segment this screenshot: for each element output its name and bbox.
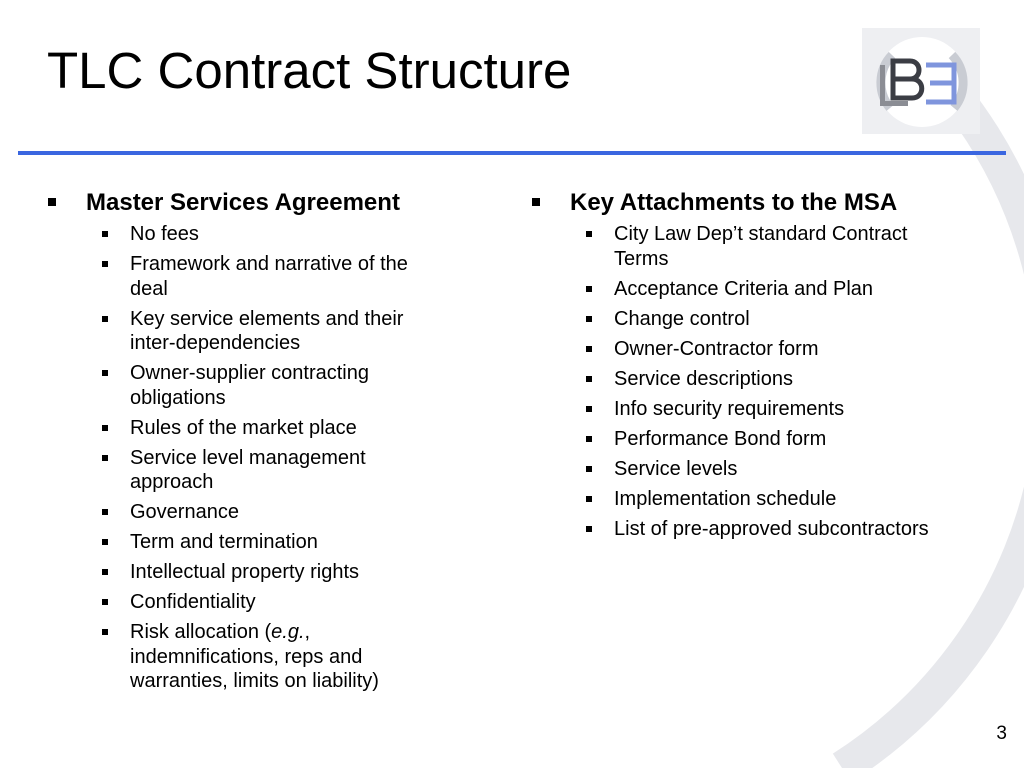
square-bullet-icon [586,436,592,442]
item-text: City Law Dep’t standard Contract Terms [614,223,908,270]
list-item [46,252,450,301]
square-bullet-icon [102,316,108,322]
item-text: Framework and narrative of the deal [130,253,408,300]
list-item [530,427,959,452]
attachment-item-list [530,222,985,541]
square-bullet-icon [586,466,592,472]
square-bullet-icon [102,509,108,515]
item-text: Term and termination [130,531,318,553]
list-item [530,222,959,271]
right-column [530,188,985,547]
msa-item-list [46,222,486,694]
list-item [46,416,450,441]
item-text: Owner-Contractor form [614,337,819,360]
right-column-heading [530,188,985,218]
square-bullet-icon [102,231,108,237]
list-item [530,337,959,362]
list-item [530,457,959,482]
lb3-logo [862,28,980,134]
square-bullet-icon [102,569,108,575]
square-bullet-icon [102,425,108,431]
square-bullet-icon [48,198,56,206]
list-item [46,307,450,356]
square-bullet-icon [102,261,108,267]
item-text: Acceptance Criteria and Plan [614,277,874,300]
page-number: 3 [996,723,1007,744]
square-bullet-icon [586,286,592,292]
title-underline [18,151,1006,155]
square-bullet-icon [586,316,592,322]
item-text: Governance [130,501,239,523]
item-text: Service level management approach [130,446,366,493]
list-item [46,500,450,525]
list-item [46,446,450,495]
item-text: Implementation schedule [614,487,837,510]
list-item [530,367,959,392]
item-text: Owner-supplier contracting obligations [130,362,369,409]
heading-text: Master Services Agreement [86,189,400,216]
square-bullet-icon [586,376,592,382]
item-text: Service descriptions [614,367,793,390]
item-text: Service levels [614,457,738,480]
square-bullet-icon [102,629,108,635]
list-item [46,620,450,694]
list-item [530,307,959,332]
list-item [530,487,959,512]
item-text: Intellectual property rights [130,561,360,583]
item-text: List of pre-approved subcontractors [614,517,929,540]
square-bullet-icon [586,496,592,502]
item-text-prefix: Risk allocation ( [130,621,272,643]
list-item [46,361,450,410]
square-bullet-icon [586,526,592,532]
square-bullet-icon [586,346,592,352]
list-item [46,530,450,555]
left-column-heading [46,188,486,218]
left-column [46,188,486,699]
list-item [46,560,450,585]
item-text: Info security requirements [614,397,845,420]
item-text-italic: e.g. [271,621,305,643]
item-text: Performance Bond form [614,427,827,450]
slide-title: TLC Contract Structure [47,42,572,99]
square-bullet-icon [102,455,108,461]
list-item [530,397,959,422]
square-bullet-icon [102,539,108,545]
heading-text: Key Attachments to the MSA [570,189,898,216]
square-bullet-icon [532,198,540,206]
item-text: No fees [130,223,199,245]
list-item [530,277,959,302]
item-text: Confidentiality [130,591,256,613]
item-text: Key service elements and their inter-dependencies [130,307,404,354]
square-bullet-icon [586,231,592,237]
list-item [46,222,450,247]
item-text: Change control [614,307,750,330]
square-bullet-icon [586,406,592,412]
item-text: Rules of the market place [130,416,357,439]
list-item [46,590,450,615]
list-item [530,517,959,542]
item-text-suffix: , indemnifications, reps and warranties, limits on liability) [130,621,379,692]
square-bullet-icon [102,599,108,605]
square-bullet-icon [102,370,108,376]
